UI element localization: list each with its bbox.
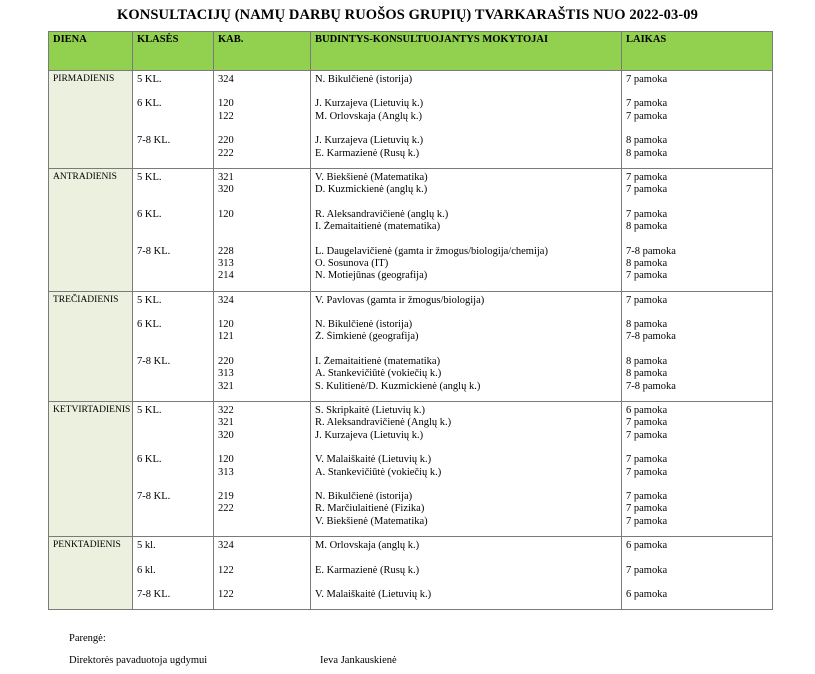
lesson-time: 6 pamoka	[626, 588, 668, 600]
class-label: 7-8 KL.	[137, 490, 171, 502]
teacher-name: V. Biekšienė (Matematika)	[315, 171, 428, 183]
room-number: 320	[218, 429, 234, 441]
class-column	[133, 168, 214, 291]
time-column	[622, 291, 773, 401]
class-group	[626, 172, 768, 197]
teacher-name: V. Malaiškaitė (Lietuvių k.)	[315, 588, 432, 600]
teacher-name: R. Aleksandravičienė (Anglų k.)	[315, 417, 452, 429]
class-label: 7-8 KL.	[137, 588, 171, 600]
class-group	[626, 405, 768, 442]
schedule-table	[48, 31, 773, 610]
room-number: 321	[218, 417, 234, 429]
class-label: 5 KL.	[137, 405, 162, 417]
teacher-name: Ž. Šimkienė (geografija)	[315, 331, 419, 343]
lesson-time: 7 pamoka	[626, 294, 668, 306]
lesson-time: 8 pamoka	[626, 319, 668, 331]
class-group	[218, 319, 306, 344]
lesson-time: 7 pamoka	[626, 490, 668, 502]
class-group	[137, 589, 209, 601]
teacher-name: L. Daugelavičienė (gamta ir žmogus/biologija/chemija)	[315, 245, 548, 257]
room-number: 122	[218, 110, 234, 122]
room-number: 313	[218, 368, 234, 380]
teacher-name: E. Karmazienė (Rusų k.)	[315, 564, 420, 576]
lesson-time: 7 pamoka	[626, 171, 668, 183]
teacher-name: E. Karmazienė (Rusų k.)	[315, 147, 420, 159]
class-column	[133, 71, 214, 169]
class-group	[315, 135, 617, 160]
room-number: 321	[218, 380, 234, 392]
class-label: 6 KL.	[137, 98, 162, 110]
class-group	[626, 135, 768, 160]
class-group	[137, 209, 209, 234]
class-label	[137, 467, 209, 479]
teacher-name: J. Kurzajeva (Lietuvių k.)	[315, 98, 424, 110]
class-label	[137, 417, 209, 429]
header-kab: KAB.	[214, 32, 311, 71]
lesson-time: 7 pamoka	[626, 515, 668, 527]
room-number: 222	[218, 503, 234, 515]
class-group	[137, 135, 209, 160]
teacher-name: V. Malaiškaitė (Lietuvių k.)	[315, 454, 432, 466]
room-number: 122	[218, 564, 234, 576]
class-group	[137, 356, 209, 393]
lesson-time: 7-8 pamoka	[626, 380, 676, 392]
class-group	[137, 565, 209, 577]
class-group	[218, 209, 306, 234]
class-label	[137, 430, 209, 442]
time-column	[622, 71, 773, 169]
class-label: 7-8 KL.	[137, 355, 171, 367]
lesson-time: 7 pamoka	[626, 454, 668, 466]
class-group	[315, 295, 617, 307]
room-column	[214, 71, 311, 169]
class-label: 7-8 KL.	[137, 135, 171, 147]
class-group	[218, 172, 306, 197]
time-column	[622, 168, 773, 291]
class-group	[626, 295, 768, 307]
class-label: 6 KL.	[137, 319, 162, 331]
teacher-name: V. Biekšienė (Matematika)	[315, 515, 428, 527]
lesson-time: 7 pamoka	[626, 564, 668, 576]
room-number: 322	[218, 405, 234, 417]
class-label	[137, 516, 209, 528]
room-number: 313	[218, 466, 234, 478]
class-group	[626, 319, 768, 344]
class-label	[137, 221, 209, 233]
class-label	[137, 148, 209, 160]
class-group	[218, 246, 306, 283]
class-group	[315, 565, 617, 577]
lesson-time: 8 pamoka	[626, 355, 668, 367]
class-group	[315, 319, 617, 344]
time-column	[622, 402, 773, 537]
lesson-time: 7 pamoka	[626, 208, 668, 220]
class-group	[315, 405, 617, 442]
class-group	[218, 405, 306, 442]
class-label: 7-8 KL.	[137, 245, 171, 257]
teacher-column	[311, 537, 622, 610]
lesson-time: 7 pamoka	[626, 466, 668, 478]
room-number: 220	[218, 135, 234, 147]
class-group	[315, 74, 617, 86]
teacher-name: N. Bikulčienė (istorija)	[315, 74, 413, 85]
day-name: PIRMADIENIS	[49, 71, 133, 169]
class-group	[626, 454, 768, 479]
prepared-label: Parengė:	[69, 633, 106, 644]
lesson-time: 7 pamoka	[626, 110, 668, 122]
teacher-name: N. Motiejūnas (geografija)	[315, 270, 428, 282]
room-number: 120	[218, 319, 234, 331]
day-row	[49, 168, 773, 291]
teacher-name: I. Žemaitaitienė (matematika)	[315, 355, 441, 367]
teacher-name: R. Aleksandravičienė (anglų k.)	[315, 208, 449, 220]
lesson-time: 7 pamoka	[626, 417, 668, 429]
class-label: 6 KL.	[137, 208, 162, 220]
class-group	[218, 98, 306, 123]
class-group	[137, 540, 209, 552]
day-name: PENKTADIENIS	[49, 537, 133, 610]
document-title: KONSULTACIJŲ (NAMŲ DARBŲ RUOŠOS GRUPIŲ) TVARKARAŠTIS NUO 2022-03-09	[117, 7, 698, 23]
day-name: ANTRADIENIS	[49, 168, 133, 291]
class-group	[626, 540, 768, 552]
class-group	[218, 74, 306, 86]
class-group	[626, 491, 768, 528]
lesson-time: 7 pamoka	[626, 98, 668, 110]
teacher-name: N. Bikulčienė (istorija)	[315, 319, 413, 331]
room-column	[214, 291, 311, 401]
room-number	[218, 516, 306, 528]
header-teachers: BUDINTYS-KONSULTUOJANTYS MOKYTOJAI	[311, 32, 622, 71]
room-number: 324	[218, 74, 234, 85]
lesson-time: 8 pamoka	[626, 368, 668, 380]
teacher-name: S. Skripkaitė (Lietuvių k.)	[315, 405, 425, 417]
room-number: 222	[218, 147, 234, 159]
class-group	[137, 74, 209, 86]
class-group	[218, 565, 306, 577]
room-number: 313	[218, 257, 234, 269]
teacher-name: M. Orlovskaja (Anglų k.)	[315, 110, 423, 122]
class-group	[315, 246, 617, 283]
class-label	[137, 381, 209, 393]
class-group	[315, 454, 617, 479]
lesson-time: 8 pamoka	[626, 257, 668, 269]
lesson-time: 6 pamoka	[626, 405, 668, 417]
table-header-row	[49, 32, 773, 71]
author-name: Ieva Jankauskienė	[320, 655, 397, 666]
class-group	[315, 209, 617, 234]
room-number: 120	[218, 98, 234, 110]
lesson-time: 8 pamoka	[626, 147, 668, 159]
class-group	[137, 295, 209, 307]
class-group	[137, 319, 209, 344]
day-row	[49, 71, 773, 169]
class-group	[218, 491, 306, 528]
class-group	[137, 491, 209, 528]
class-group	[626, 98, 768, 123]
class-label: 5 kl.	[137, 540, 156, 552]
class-label	[137, 258, 209, 270]
teacher-name: N. Bikulčienė (istorija)	[315, 490, 413, 502]
room-number: 324	[218, 294, 234, 306]
time-column	[622, 537, 773, 610]
teacher-name: M. Orlovskaja (anglų k.)	[315, 540, 420, 552]
room-column	[214, 402, 311, 537]
teacher-name: D. Kuzmickienė (anglų k.)	[315, 184, 428, 196]
lesson-time: 7 pamoka	[626, 270, 668, 282]
class-column	[133, 291, 214, 401]
class-group	[218, 589, 306, 601]
class-group	[137, 172, 209, 197]
teacher-name: S. Kulitienė/D. Kuzmickienė (anglų k.)	[315, 380, 481, 392]
day-row	[49, 291, 773, 401]
class-group	[315, 589, 617, 601]
teacher-column	[311, 71, 622, 169]
class-group	[626, 74, 768, 86]
class-group	[137, 405, 209, 442]
class-group	[218, 454, 306, 479]
class-group	[315, 172, 617, 197]
class-group	[137, 454, 209, 479]
class-group	[626, 356, 768, 393]
lesson-time: 7 pamoka	[626, 503, 668, 515]
lesson-time: 7 pamoka	[626, 184, 668, 196]
teacher-column	[311, 168, 622, 291]
room-number: 321	[218, 171, 234, 183]
header-diena: DIENA	[49, 32, 133, 71]
teacher-column	[311, 402, 622, 537]
class-label: 5 KL.	[137, 171, 162, 183]
class-group	[218, 356, 306, 393]
class-group	[626, 589, 768, 601]
lesson-time: 7-8 pamoka	[626, 245, 676, 257]
class-label	[137, 503, 209, 515]
class-label: 5 KL.	[137, 74, 162, 85]
class-label	[137, 270, 209, 282]
class-group	[626, 246, 768, 283]
teacher-name: J. Kurzajeva (Lietuvių k.)	[315, 135, 424, 147]
class-group	[315, 491, 617, 528]
class-group	[626, 209, 768, 234]
lesson-time: 6 pamoka	[626, 540, 668, 552]
class-label: 6 kl.	[137, 564, 156, 576]
teacher-name: V. Pavlovas (gamta ir žmogus/biologija)	[315, 294, 485, 306]
day-name: KETVIRTADIENIS	[49, 402, 133, 537]
class-label	[137, 368, 209, 380]
day-row	[49, 537, 773, 610]
class-group	[218, 295, 306, 307]
class-group	[626, 565, 768, 577]
lesson-time: 8 pamoka	[626, 135, 668, 147]
lesson-time: 7-8 pamoka	[626, 331, 676, 343]
class-label	[137, 111, 209, 123]
class-column	[133, 402, 214, 537]
teacher-name: O. Sosunova (IT)	[315, 257, 389, 269]
class-group	[315, 356, 617, 393]
teacher-name: R. Marčiulaitienė (Fizika)	[315, 503, 425, 515]
class-column	[133, 537, 214, 610]
class-group	[315, 98, 617, 123]
class-label	[137, 331, 209, 343]
class-label: 6 KL.	[137, 454, 162, 466]
class-group	[315, 540, 617, 552]
header-laikas: LAIKAS	[622, 32, 773, 71]
lesson-time: 7 pamoka	[626, 429, 668, 441]
room-number: 219	[218, 490, 234, 502]
class-label: 5 KL.	[137, 294, 162, 306]
room-number: 120	[218, 454, 234, 466]
teacher-column	[311, 291, 622, 401]
room-number: 120	[218, 208, 234, 220]
room-number: 228	[218, 245, 234, 257]
room-number: 121	[218, 331, 234, 343]
room-column	[214, 537, 311, 610]
class-group	[218, 135, 306, 160]
room-number	[218, 221, 306, 233]
lesson-time: 7 pamoka	[626, 74, 668, 85]
room-number: 324	[218, 540, 234, 552]
teacher-name: I. Žemaitaitienė (matematika)	[315, 221, 441, 233]
room-number: 214	[218, 270, 234, 282]
day-name: TREČIADIENIS	[49, 291, 133, 401]
class-group	[137, 246, 209, 283]
day-row	[49, 402, 773, 537]
lesson-time: 8 pamoka	[626, 221, 668, 233]
class-group	[137, 98, 209, 123]
author-position: Direktorės pavaduotoja ugdymui	[69, 655, 208, 666]
teacher-name: A. Stankevičiūtė (vokiečių k.)	[315, 368, 442, 380]
room-number: 320	[218, 184, 234, 196]
room-number: 122	[218, 588, 234, 600]
room-number: 220	[218, 355, 234, 367]
header-klases: KLASĖS	[133, 32, 214, 71]
room-column	[214, 168, 311, 291]
class-label	[137, 184, 209, 196]
class-group	[218, 540, 306, 552]
teacher-name: A. Stankevičiūtė (vokiečių k.)	[315, 466, 442, 478]
teacher-name: J. Kurzajeva (Lietuvių k.)	[315, 429, 424, 441]
